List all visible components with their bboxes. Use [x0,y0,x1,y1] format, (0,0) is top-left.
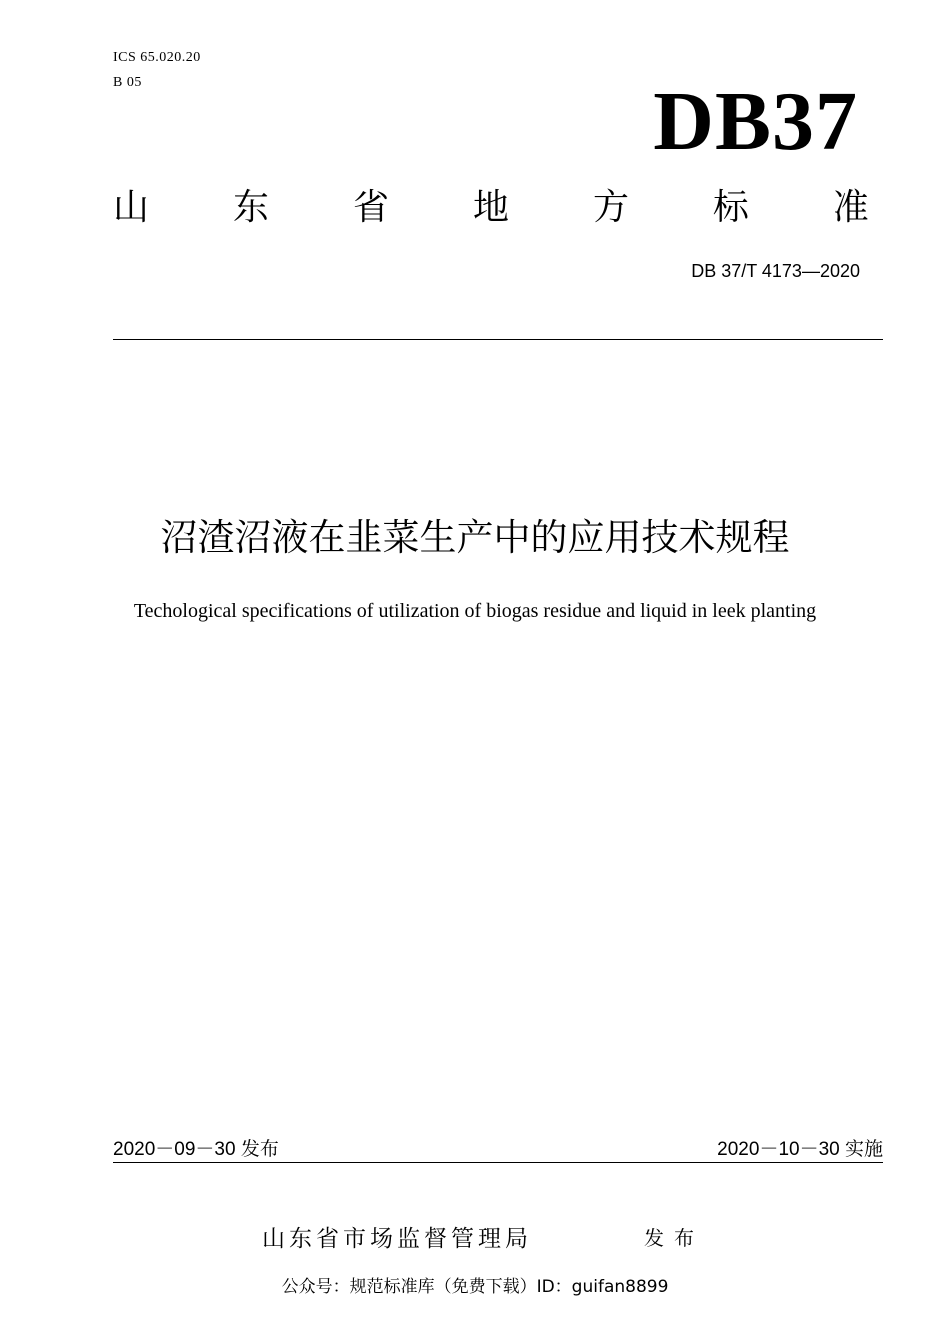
standard-type-char: 山 [113,187,150,228]
ics-code: ICS 65.020.20 [113,50,201,65]
document-title-english: Techological specifications of utilization of biogas residue and liquid in leek planting [133,600,817,622]
issue-date: 2020－09－30 发布 [113,1139,279,1160]
header-divider [113,339,883,340]
standard-type-char: 准 [832,187,869,228]
standard-type-heading [113,184,869,232]
standard-type-char: 标 [712,187,749,228]
date-divider [113,1162,883,1163]
document-title-chinese: 沼渣沼液在韭菜生产中的应用技术规程 [160,516,790,559]
implementation-date: 2020－10－30 实施 [717,1139,883,1160]
standard-type-char: 东 [232,187,269,228]
issuing-authority: 山东省市场监督管理局 [262,1226,532,1252]
db37-logo: DB37 [653,75,858,168]
ccs-code: B 05 [113,75,142,90]
standard-type-char: 省 [352,187,389,228]
footer-note: 公众号：规范标准库（免费下载）ID：guifan8899 [281,1277,669,1297]
issue-action: 发布 [644,1226,704,1250]
standard-type-char: 地 [472,187,509,228]
standard-type-char: 方 [592,187,629,228]
standard-number: DB 37/T 4173—2020 [691,261,860,281]
